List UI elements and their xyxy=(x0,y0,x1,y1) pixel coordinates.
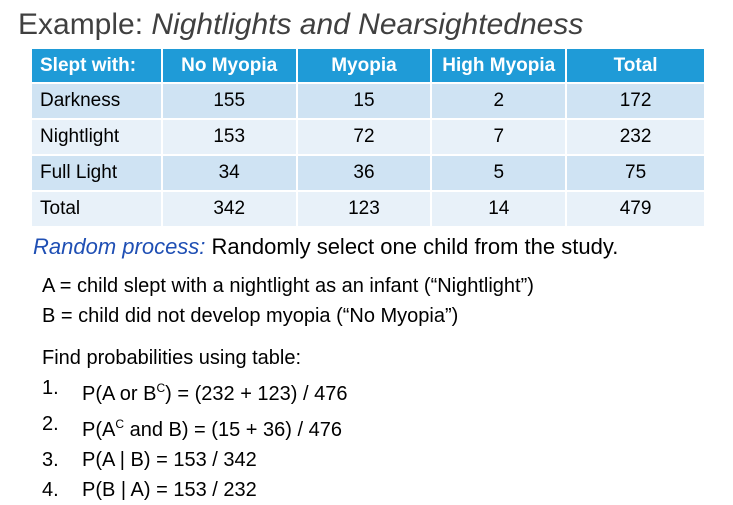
table-cell: 153 xyxy=(163,118,298,154)
item-text: P(A | B) = 153 / 342 xyxy=(82,449,257,471)
item-number: 1. xyxy=(42,377,59,399)
header-cell: No Myopia xyxy=(163,49,298,82)
random-process-text: Randomly select one child from the study. xyxy=(205,234,619,259)
table-cell: 75 xyxy=(567,154,704,190)
list-item xyxy=(42,409,348,445)
table-cell: 7 xyxy=(432,118,567,154)
item-text-post: and B) = (15 + 36) / 476 xyxy=(124,419,342,441)
table-cell: 172 xyxy=(567,82,704,118)
table-cell: 479 xyxy=(567,190,704,226)
table-cell: 72 xyxy=(298,118,433,154)
random-process-label: Random process: xyxy=(33,234,206,259)
table-cell: 36 xyxy=(298,154,433,190)
table-row xyxy=(32,190,704,226)
table-cell: 15 xyxy=(298,82,433,118)
header-cell: High Myopia xyxy=(432,49,567,82)
title-italic: Nightlights and Nearsightedness xyxy=(151,8,584,41)
item-text-post: ) = (232 + 123) / 476 xyxy=(165,383,348,405)
table-row xyxy=(32,154,704,190)
table-row xyxy=(32,82,704,118)
list-item xyxy=(42,373,348,409)
event-definitions xyxy=(42,271,534,331)
table-cell: 155 xyxy=(163,82,298,118)
item-superscript: C xyxy=(115,417,125,431)
definition-b: B = child did not develop myopia (“No Myopia”) xyxy=(42,305,459,327)
table-cell: Total xyxy=(32,190,163,226)
table-cell: 5 xyxy=(432,154,567,190)
item-text-pre: P(A xyxy=(82,419,116,441)
table-header-row xyxy=(32,49,704,82)
slide-title xyxy=(18,8,583,41)
find-heading: Find probabilities using table: xyxy=(42,347,302,369)
item-number: 4. xyxy=(42,479,59,501)
random-process xyxy=(33,234,618,260)
table-cell: 232 xyxy=(567,118,704,154)
table-cell: Nightlight xyxy=(32,118,163,154)
table-cell: 14 xyxy=(432,190,567,226)
list-item xyxy=(42,475,348,505)
item-number: 3. xyxy=(42,449,59,471)
list-item xyxy=(42,445,348,475)
table-cell: 34 xyxy=(163,154,298,190)
header-cell: Myopia xyxy=(298,49,433,82)
item-number: 2. xyxy=(42,413,59,435)
table-row xyxy=(32,118,704,154)
contingency-table xyxy=(32,49,704,226)
table-cell: Darkness xyxy=(32,82,163,118)
definition-a: A = child slept with a nightlight as an infant (“Nightlight”) xyxy=(42,275,534,297)
title-prefix: Example: xyxy=(18,8,152,41)
header-cell: Total xyxy=(567,49,704,82)
table-cell: 342 xyxy=(163,190,298,226)
item-text-pre: P(A or B xyxy=(82,383,157,405)
probability-list xyxy=(42,343,348,505)
item-superscript: C xyxy=(156,381,166,395)
table-cell: 2 xyxy=(432,82,567,118)
header-cell: Slept with: xyxy=(32,49,163,82)
item-text: P(B | A) = 153 / 232 xyxy=(82,479,257,501)
item-text xyxy=(82,373,348,409)
item-text xyxy=(82,409,342,445)
table-cell: 123 xyxy=(298,190,433,226)
table-cell: Full Light xyxy=(32,154,163,190)
